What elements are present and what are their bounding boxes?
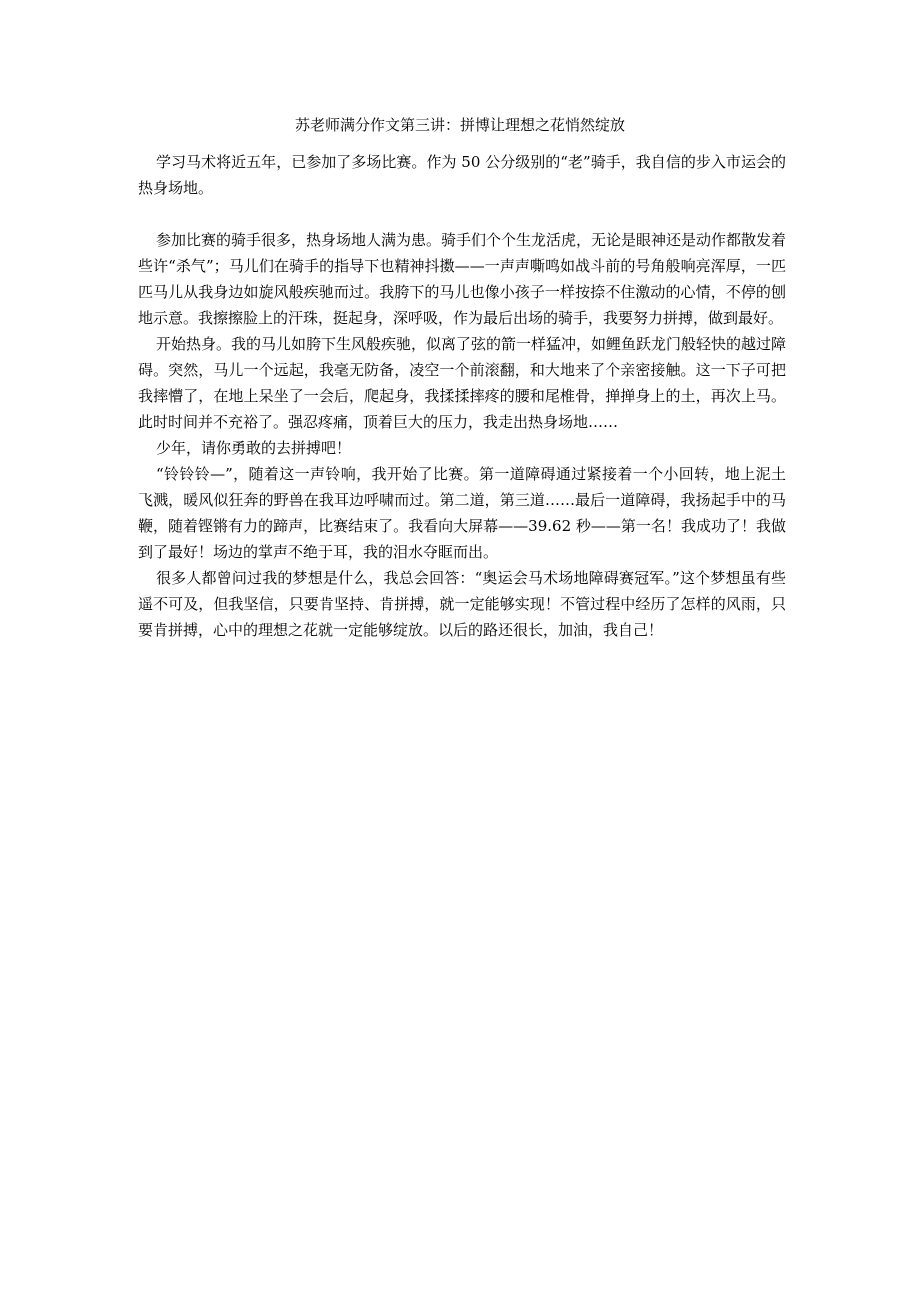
paragraph-exhortation: 少年，请你勇敢的去拼搏吧！ <box>156 439 352 457</box>
document-title: 苏老师满分作文第三讲：拼博让理想之花悄然绽放 <box>294 116 625 134</box>
paragraph-dream: 很多人都曾问过我的梦想是什么，我总会回答：“奥运会马术场地障碍赛冠军。”这个梦想虽有些遥不可及，但我坚信，只要肯坚持、肯拼搏，就一定能够实现！不管过程中经历了怎样的风雨，只要肯拼搏，心中的理想之花就一定能够绽放。以后的路还很长，加油，我自己！ <box>138 569 786 639</box>
paragraph-competition: “铃铃铃—”，随着这一声铃响，我开始了比赛。第一道障碍通过紧接着一个小回转，地上泥土飞溅，暖风似狂奔的野兽在我耳边呼啸而过。第二道，第三道……最后一道障碍，我扬起手中的马鞭，随着铿锵有力的蹄声，比赛结束了。我看向大屏幕——39.62 秒——第一名！我成功了！我做到了最好！场边的掌声不绝于耳，我的泪水夺眶而出。 <box>138 465 786 561</box>
document-body <box>138 149 786 643</box>
paragraph-warmup-scene: 参加比赛的骑手很多，热身场地人满为患。骑手们个个生龙活虎，无论是眼神还是动作都散发着些许“杀气”；马儿们在骑手的指导下也精神抖擞——一声声嘶鸣如战斗前的号角般响亮浑厚，一匹匹马儿从我身边如旋风般疾驰而过。我胯下的马儿也像小孩子一样按捺不住激动的心情，不停的刨地示意。我擦擦脸上的汗珠，挺起身，深呼吸，作为最后出场的骑手，我要努力拼搏，做到最好。 <box>138 231 787 327</box>
paragraph-intro: 学习马术将近五年，已参加了多场比赛。作为 50 公分级别的“老”骑手，我自信的步入市运会的热身场地。 <box>138 153 786 197</box>
paragraph-warmup-fall: 开始热身。我的马儿如胯下生风般疾驰，似离了弦的箭一样猛冲，如鲤鱼跃龙门般轻快的越过障碍。突然，马儿一个远起，我毫无防备，凌空一个前滚翻，和大地来了个亲密接触。这一下子可把我摔懵了，在地上呆坐了一会后，爬起身，我揉揉摔疼的腰和尾椎骨，掸掸身上的土，再次上马。此时时间并不充裕了。强忍疼痛，顶着巨大的压力，我走出热身场地…… <box>138 335 787 431</box>
